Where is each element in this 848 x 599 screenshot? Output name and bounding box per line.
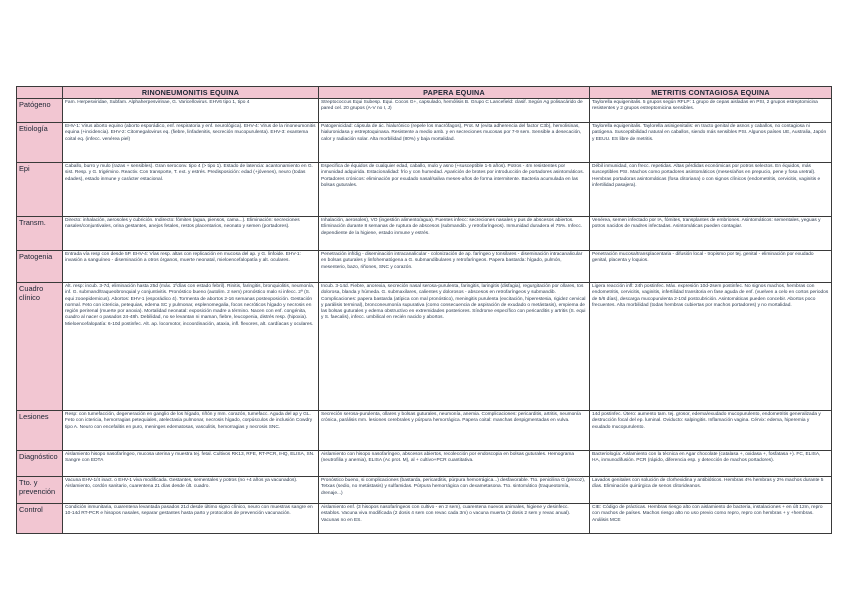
table-cell: Directo: inhalación, aerosoles y cubrición. Indirecto: fómites (agua, piensos, cama...). Eliminación: secreciones nasales/conjuntivales, orina gestantes, anejos fetales, restos placentarios, neonato y semen (portadores). xyxy=(63,217,319,251)
table-cell: Caballo, burro y mulo (razas + sensibles). Gran seroconv. tipo 4 (> tipo 1). Estado de latencia: acantonamiento en G. sist. Resp. y G. trigémino. Reactiv. Con transporte, T. ext. y estrés. Predisposición: edad (+jóvenes), neuro (todas edades), estado inmune y carácter estacional. xyxy=(63,163,319,217)
table-cell: Aislamiento con hisopo nasofaríngeo, abscesos abiertos, recolección por endoscopia en bolsas guturales. Hemograma (neutrofilia y anemia), ELISA (Ac prot. M), al + cultivo+PCR cuantitativa. xyxy=(319,451,590,477)
table-cell: Penetración mucosa/transplacentaria - difusión local - tropismo por tej. genital - eliminación por exudado genital, placenta y loquios. xyxy=(590,251,832,283)
table-cell: CIE: Código de prácticas. Hembras riesgo alto con aislamiento de bacteria, instalaciones + en últ 12m, repro con machos de países. Machos riesgo alto no uso previo como repro, repro con hembras + y +hembras. Análisis MCE xyxy=(590,504,832,534)
row-label-control: Control xyxy=(17,504,63,534)
table-cell: Condición inmunitaria, cuarentena levantada pasados 21d desde último signo clínico, neuro con muestras sangre en 10-14d RT-PCR e hisopos nasales, separar gestantes hasta parto y protocolos de prevención vacunación. xyxy=(63,504,319,534)
row-label-etiologia: Etiología xyxy=(17,123,63,163)
table-cell: EHV-1: Virus aborto equino (aborto esporádico, enf. respiratoria y enf. neurológica). EHV-4: Virus de la rinoneumonitis equina (+incidencia). EHV-2: Citomegalovirus eq. (fiebre, linfadenitis, secreción mucopurulenta). EHV-3: exantema coital eq. (infecc. venérea piel) xyxy=(63,123,319,163)
table-row xyxy=(17,163,832,217)
row-label-lesiones: Lesiones xyxy=(17,411,63,451)
table-cell: Inhalación, aerosoles), VO (ingestión alimento/agua). Fuentes infecc: secreciones nasales y pus de abscesos abiertos. Eliminación durante 8 semanas de ruptura de abscesos (submandib. y retrofaríngeos). Inmunidad duradera el 75%. Infecc. dependiente de la higiene, estado inmune y estrés. xyxy=(319,217,590,251)
table-cell: Débil inmunidad, con frecc. repetidas. Altas pérdidas económicas por potros selectos. En équidos, más susceptibles PSI. Machos como portadores asintomáticos (meses/años en prepucio, pene y fosa uretral). Hembras portadoras asintomáticas (fosa clitoriana) o con signos clínicos (endometritis, cervicitis, vaginitis e infertilidad pasajera). xyxy=(590,163,832,217)
table-cell: Ligera reacción infl: 24h postinfec. Máx. expresión 10d-2sem postinfec. No signos machos, hembras con endometritis, cervicitis, vaginitis, infertilidad transitoria en fase aguda de enf. (vuelven a celo en cortos periodos de 5/6 días), descarga mucopurulenta 2-10d postcubrición. Asintomáticas pueden concebir. Abortos poco frecuentes. Alta morbilidad (todas hembras cubiertas por machos portadores) y no mortalidad. xyxy=(590,283,832,411)
table-cell: Aislamiento hisopo nasofaríngeo, mucosa uterina y muestra tej. fetal. Cultivos RK13, RFE, RT-PCR, IHQ, ELISA, SN. Sangre con EDTA xyxy=(63,451,319,477)
column-header-papera: PAPERA EQUINA xyxy=(319,87,590,99)
table-cell: Venérea, semen infectado por IA, fómites, transplantes de embriones. Asintomáticos: sementales, yeguas y potros nacidos de madres infectadas. Asintomáticas pueden contagiar. xyxy=(590,217,832,251)
table-row xyxy=(17,217,832,251)
table-cell: Incub. 3-14d. Fiebre, anorexia, secreción nasal serosa-purulenta, faringitis, laringitis (disfagia), regurgitación por ollares, tos dolorosa, blanda y húmeda. G. submaxilares, calientes y dolorosos - abscesos en retrofaríngeos y submandib. Complicaciones: papera bastarda (atípica con mal pronóstico), meningitis purulenta (excitación, hiperestesia, rigidez cervical y parálisis terminal), bronconeumonía supurativa (como consecuencia de aspiración de exudado o metástasis), empiema de las bolsas guturales y edema obstructivo en extremidades posteriores. Síndrome específico con pericarditis y artritis (S. equi y S. faecalis), infecc. umbilical en recién nacido y abortos. xyxy=(319,283,590,411)
row-label-transmision: Transm. xyxy=(17,217,63,251)
table-row xyxy=(17,99,832,123)
table-cell: Resp: con tumefacción, degeneración en ganglio de los hígado, riñón y mm. corazón, tumefacc. Aguda del ap y GL. Feto con ictericia, hemorragias petequiales, atelectasia pulmonar, necrosis hígado, corpúsculos de inclusión Cowdry tipo A. Neuro con encefalitis en puro, meninges edematosas, vasculitis, hemorragias y necrosis SNC. xyxy=(63,411,319,451)
row-label-diagnostico: Diagnóstico xyxy=(17,451,63,477)
column-header-metritis: METRITIS CONTAGIOSA EQUINA xyxy=(590,87,832,99)
table-cell: Taylorella equigenitalis. Taylorella asinigenitalis: en tracto genital de asnos y caballos, no contagiosa ni patógena. Susceptibilidad natural en caballos, siendo más sensibles PSI. Algunos países UE, Australia, Japón y EEUU. ES libre de metritis. xyxy=(590,123,832,163)
header-corner xyxy=(17,87,63,99)
header-row xyxy=(17,87,832,99)
table-row xyxy=(17,283,832,411)
table-cell: Aislamiento enf. (3 hisopos nasofaríngeos con cultivo - en 2 sem), cuarentena nuevos animales, higiene y desinfecc. establos. Vacuna viva modificada (2 dosis 4 sem con revac cada 3m) o vacuna muerta (3 dosis 2 sem y revac anual). Vacunas no en ES. xyxy=(319,504,590,534)
table-row xyxy=(17,477,832,504)
table-cell: Entrada vía resp con desde 5P. EHV-4: Vías resp. altas con replicación en mucosa del ap. y G. linfoide. EHV-1: invasión a sanguíneo - diseminación a otros órganos, muerte neonatal, mieloencefalopatía y alt. oculares. xyxy=(63,251,319,283)
row-label-patogenia: Patogenia xyxy=(17,251,63,283)
row-label-epi: Epi xyxy=(17,163,63,217)
table-cell: Lavados genitales con solución de clorhexidina y antibióticos. Hembras 4% hembras y 2% machos durante 5 días. Eliminación quirúrgica de senos clitorideanos. xyxy=(590,477,832,504)
table-row xyxy=(17,411,832,451)
table-cell: Taylorella equigenitalis. 5 grupos según RFLP: 1 grupo de cepas aisladas en PSI, 2 grupos estreptomicina resistentes y 2 grupos estreptomicina sensibles. xyxy=(590,99,832,123)
table-row xyxy=(17,123,832,163)
table-cell: Vacuna EHV-1/4 inact. o EHV-1 viva modificada. Gestantes, sementales y potros (no +4 años ya vacunados). Aislamiento, cordón sanitario, cuarentena 21 días desde últ. cuadro. xyxy=(63,477,319,504)
table-row xyxy=(17,451,832,477)
comparison-table xyxy=(16,86,832,534)
table-cell: Streptococcus Equi Subesp. Equi. Cocos G+, capsulado, hemólisis B. Grupo C Lancefield: clasif. Según Ag polisacárido de pared cel. 20 grupos (A-V no I, J) xyxy=(319,99,590,123)
table-row xyxy=(17,504,832,534)
table-cell: Fam. Herpesviridae, Subfam. Alphaherpesvirinae, G. Varicellovirus. EHV6 tipo 1, tipo 4 xyxy=(63,99,319,123)
table-cell: Penetración inf/dig - diseminación intracanalicular - colonización de ap. faríngeo y tonsilares - diseminación intracanalicular en bolsas guturales y linfohematógena a G. submandibulares y retrofaríngeos. Papera bastarda: hígado, pulmón, mesenterio, bazo, riñones, SNC y corazón. xyxy=(319,251,590,283)
table-cell: 14d postinfec. Útero: aumento tam. tej. grosor, edema/exudado mucopurulento, endometritis generalizada y destrucción focal del ep. luminal. Oviducto: salpingitis. Inflamación vagina. Cérvix: edema, hiperemia y exudado mucopurulento. xyxy=(590,411,832,451)
row-label-tratamiento: Tto. y prevención xyxy=(17,477,63,504)
column-header-rinoneumonitis: RINONEUMONITIS EQUINA xyxy=(63,87,319,99)
table-cell: Alt. resp: incub. 3-7d, eliminación hasta 25d (máx. 1ºdías con estado febril). Rinitis, faringitis, bronquiolitis, neumonía, inf. G. submand/traqueobronquial y conjuntivitis. Pronóstico bueno (autolim. 2 sem) pronóstico malo si infecc. 2ª (S. equi zooepidemicus). Abortos: EHV-1 (esporádico 4). Tormenta de abortos 2-16 semanas postexposición. Gestación normal. Feto con ictericia, petequias, edema SC y pulmonar, esplenomegalia, focos necróticos hígado y necrosis en región perirenal (muerte por anoxia). Mortalidad neonatal: exposición madre a término. Nacen con enf. congénita, cuadro al nacer o pasados 24-48h. Debilidad, no se levantan ni maman, fiebre, leucopenia, distrés resp. (hipoxia). Mieloencefalopatía: 6-10d postinfec. Alt. ap. locomotor, incoordinación, ataxia, infl. flexores, alt. cardíacas y oculares. xyxy=(63,283,319,411)
table-cell: Patogenicidad: cápsula de ác. hialurónico (repele los macrófagos), Prot. M (evita adherencia del factor C3b), hemolisinas, hialuronidasa y estreptoquinasa. Resistente a medio amb. y en secreciones mucosas por 7-9 sem. Sensible a desecación, calor y radiación solar. Alta morbilidad (80%) y baja mortalidad. xyxy=(319,123,590,163)
table-cell: Pronóstico bueno, si complicaciones (bastarda, pericarditis, púrpura hemorrágica...) desfavorable. Tto. penicilina G (precoz), Tetxas (sedio, no metástasis) y sulfamidas. Púrpura hemorrágica con dexametasona. Tto. sintomático (traqueotomía, drenaje...) xyxy=(319,477,590,504)
table-row xyxy=(17,251,832,283)
table-cell: Secreción serosa-purulenta, ollares y bolsas guturales, neumonía, anemia. Complicaciones: pericarditis, artritis, neumonía crónica, parálisis mm. lesiones cerebrales y púrpura hemorrágica. Papera coital: manchas despigmentadas en vulva. xyxy=(319,411,590,451)
row-label-cuadro-clinico: Cuadro clínico xyxy=(17,283,63,411)
row-label-patogeno: Patógeno xyxy=(17,99,63,123)
table-cell: Especifica de équidos de cualquier edad, caballo, mulo y asno (+susceptible 1-5 años). Potros - 4m resistentes por inmunidad adquirida. Estacionalidad: frío y con humedad. Aparición de brotes por introducción de portadores asintomáticos. Portadores crónicos: eliminación por exudado nasal/saliva meses-años de forma intermitente. Bacteria acumulada en las bolsas guturales. xyxy=(319,163,590,217)
table-cell: Bacteriología: Aislamiento con la técnica en Agar chocolate (catalasa +, oxidasa +, fosfatasa +). FC, ELISA, HA, inmunodifusión. PCR (rápido, diferencia esp. y detección de machos portadores). xyxy=(590,451,832,477)
